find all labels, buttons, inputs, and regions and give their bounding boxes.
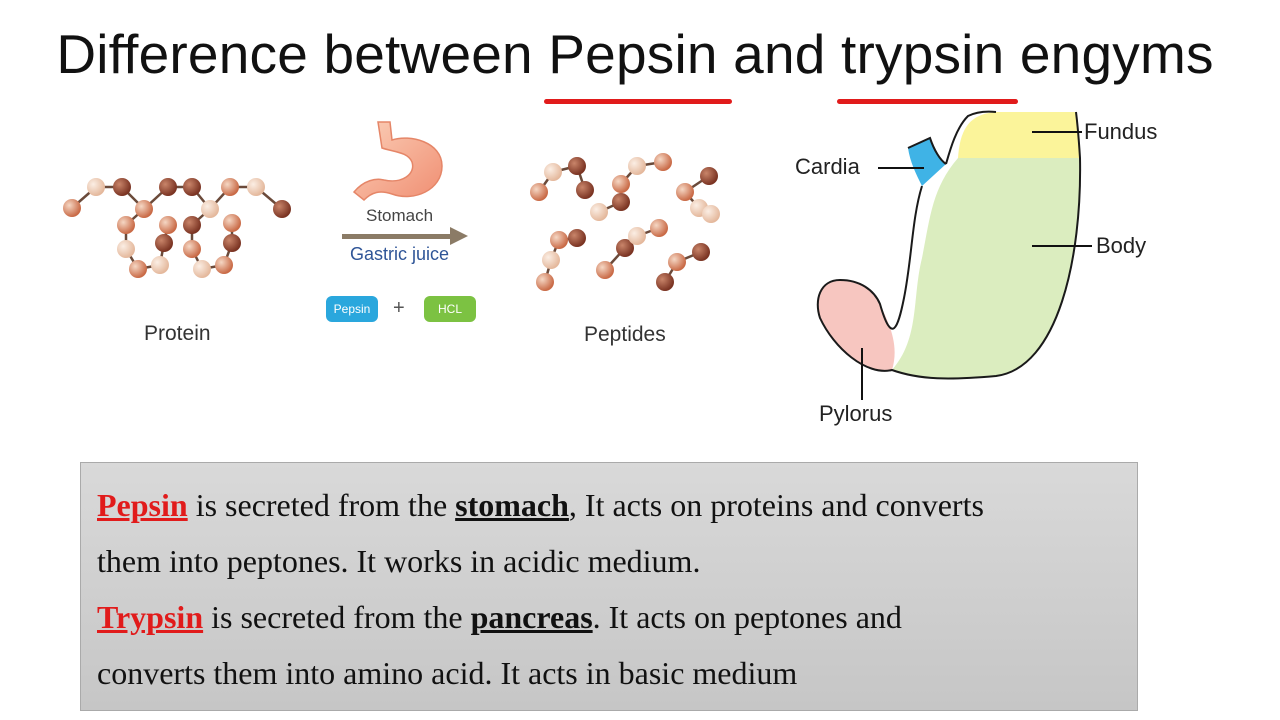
- peptides-illustration: [525, 150, 725, 300]
- protein-chain-illustration: [60, 165, 300, 285]
- description-text: is secreted from the: [187, 487, 456, 523]
- title-keyword-trypsin: trypsin: [841, 23, 1005, 85]
- cardia-label: Cardia: [795, 154, 860, 179]
- peptides-caption: Peptides: [584, 323, 666, 346]
- title-mid: and: [717, 23, 841, 85]
- trypsin-keyword: Trypsin: [97, 599, 204, 635]
- process-arrow: [342, 234, 454, 239]
- title-prefix: Difference between: [56, 23, 549, 85]
- description-line-2: them into peptones. It works in acidic medium.: [97, 543, 701, 579]
- plus-sign: +: [393, 297, 405, 319]
- description-line-1: [97, 477, 1137, 533]
- page-title: [0, 22, 1270, 86]
- body-label: Body: [1096, 233, 1147, 258]
- pancreas-keyword: pancreas: [470, 599, 593, 635]
- arrow-head-icon: [450, 227, 468, 245]
- pylorus-label: Pylorus: [819, 401, 893, 426]
- fundus-label: Fundus: [1084, 119, 1158, 144]
- title-suffix: engyms: [1004, 23, 1214, 85]
- description-text: . It acts on peptones and: [592, 599, 902, 635]
- protein-caption: Protein: [144, 322, 211, 345]
- pepsin-keyword: Pepsin: [97, 487, 188, 523]
- description-line-4: converts them into amino acid. It acts in basic medium: [97, 655, 798, 691]
- description-line-3: [97, 589, 1137, 645]
- title-keyword-pepsin: Pepsin: [548, 23, 718, 85]
- gastric-juice-label: Gastric juice: [350, 244, 450, 264]
- stomach-icon: [350, 118, 450, 206]
- stomach-label: Stomach: [366, 206, 434, 225]
- hcl-acid-badge: HCL acid: [424, 296, 476, 322]
- stomach-keyword: stomach: [455, 487, 569, 523]
- description-box: [80, 462, 1138, 711]
- description-text: is secreted from the: [203, 599, 471, 635]
- pepsin-badge: Pepsin: [326, 296, 378, 322]
- description-text: , It acts on proteins and converts: [568, 487, 984, 523]
